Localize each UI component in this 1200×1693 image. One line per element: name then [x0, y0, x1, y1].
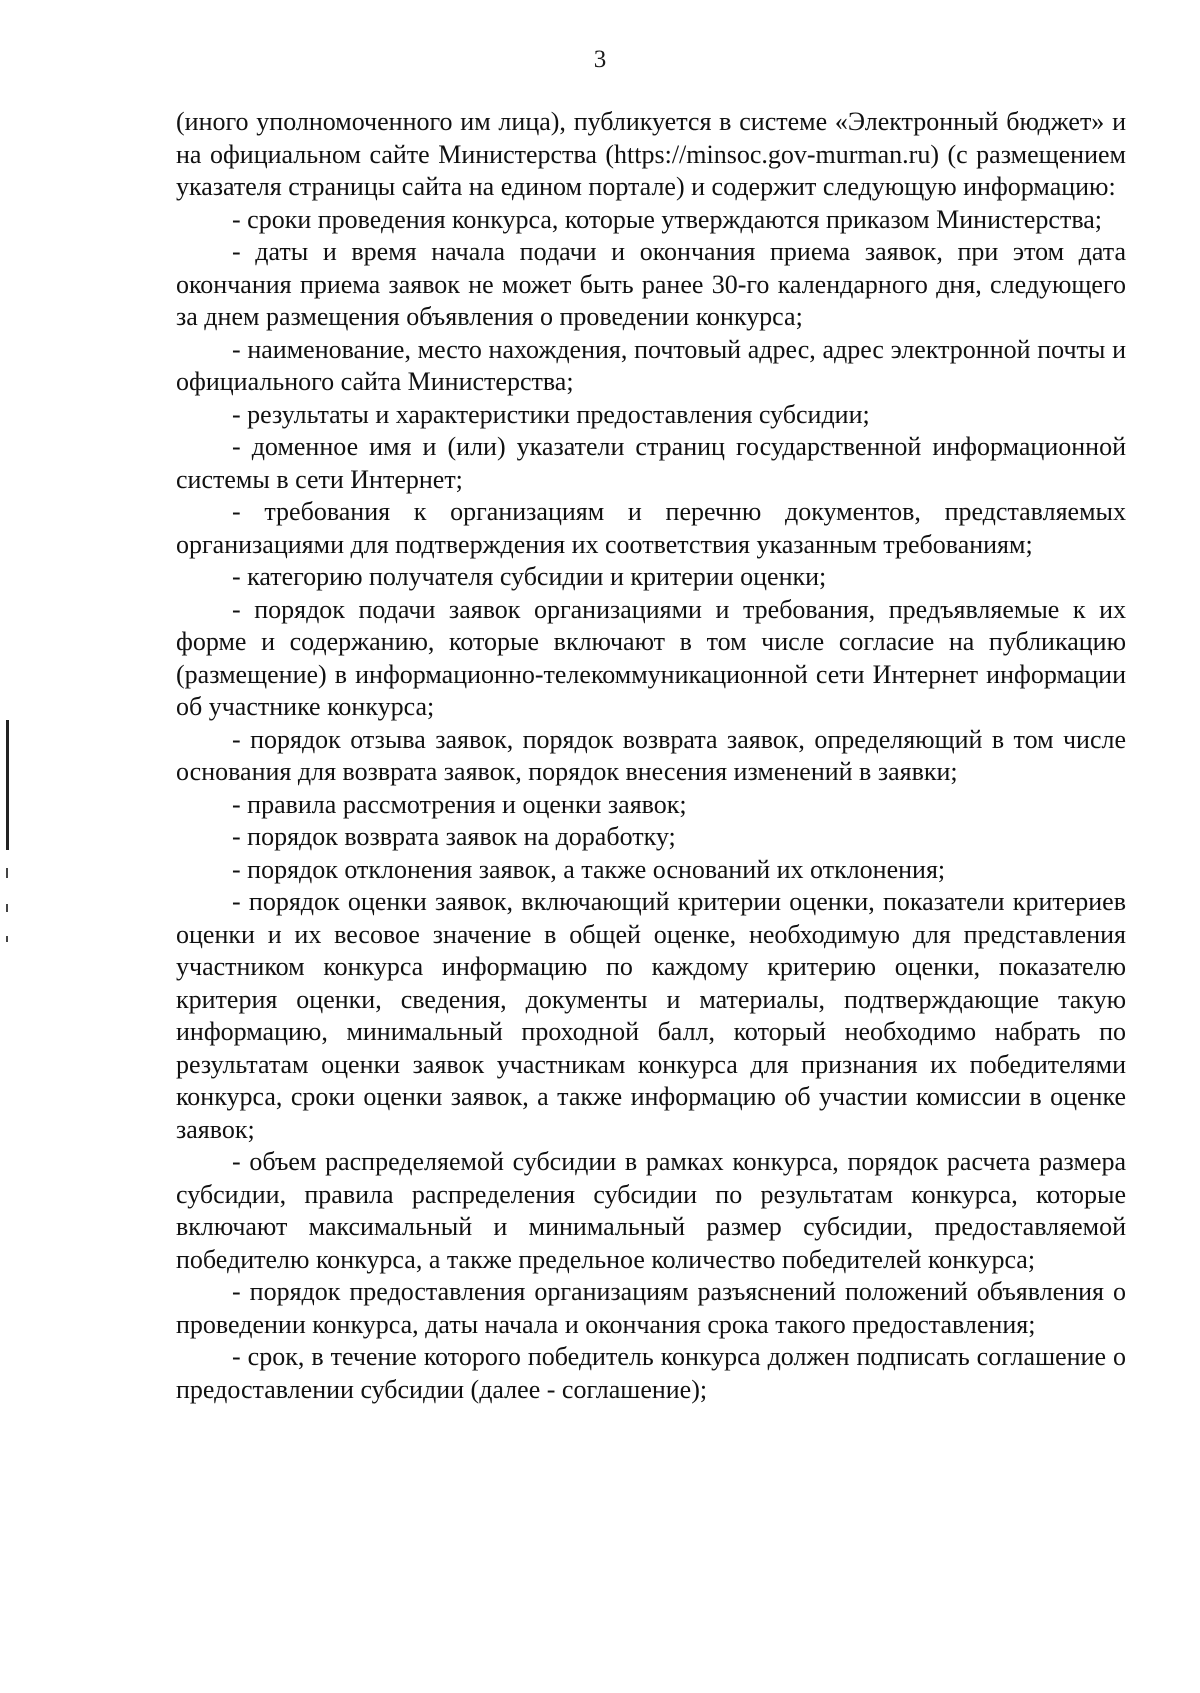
- list-item: - даты и время начала подачи и окончания приема заявок, при этом дата окончания приема заявок не может быть ранее 30-го календарного дня, следующего за днем размещения объявления о проведении конкурса;: [176, 237, 1126, 331]
- list-item: - сроки проведения конкурса, которые утверждаются приказом Министерства;: [232, 204, 1103, 234]
- list-item: - порядок возврата заявок на доработку;: [232, 822, 676, 851]
- list-item: - срок, в течение которого победитель конкурса должен подписать соглашение о предоставлении субсидии (далее - соглашение);: [176, 1342, 1126, 1404]
- scan-margin-mark: [6, 936, 8, 942]
- list-item: - порядок отклонения заявок, а также оснований их отклонения;: [232, 854, 946, 884]
- list-item: - наименование, место нахождения, почтовый адрес, адрес электронной почты и официального сайта Министерства;: [176, 334, 1126, 396]
- list-item: - порядок подачи заявок организациями и требования, предъявляемые к их форме и содержанию, которые включают в том числе согласие на публикацию (размещение) в информационно-телекоммуникационной сети Интернет информации об участнике конкурса;: [176, 594, 1126, 721]
- list-item: - доменное имя и (или) указатели страниц государственной информационной системы в сети Интернет;: [176, 432, 1126, 494]
- list-item: - правила рассмотрения и оценки заявок;: [232, 789, 687, 819]
- list-item: - порядок отзыва заявок, порядок возврата заявок, определяющий в том числе основания для возврата заявок, порядок внесения изменений в заявки;: [176, 724, 1126, 786]
- list-item: - требования к организациям и перечню документов, представляемых организациями для подтверждения их соответствия указанным требованиям;: [176, 497, 1126, 559]
- scan-margin-mark: [6, 868, 8, 878]
- intro-paragraph: (иного уполномоченного им лица), публикуется в системе «Электронный бюджет» и на официальном сайте Министерства (https://minsoc.gov-murman.ru) (с размещением указателя страницы сайта на едином портале) и содержит следующую информацию:: [176, 107, 1126, 201]
- list-item: - порядок оценки заявок, включающий критерии оценки, показатели критериев оценки и их весовое значение в общей оценке, необходимую для представления участником конкурса информацию по каждому критерию оценки, показателю критерия оценки, сведения, документы и материалы, подтверждающие такую информацию, минимальный проходной балл, который необходимо набрать по результатам оценки заявок участникам конкурса для признания их победителями конкурса, сроки оценки заявок, а также информацию об участии комиссии в оценке заявок;: [176, 887, 1126, 1144]
- list-item: - объем распределяемой субсидии в рамках конкурса, порядок расчета размера субсидии, правила распределения субсидии по результатам конкурса, которые включают максимальный и минимальный размер субсидии, предоставляемой победителю конкурса, а также предельное количество победителей конкурса;: [176, 1147, 1126, 1274]
- scan-margin-mark: [6, 720, 9, 850]
- page-number: 3: [593, 46, 607, 73]
- list-item: - результаты и характеристики предоставления субсидии;: [232, 399, 870, 429]
- list-item: - категорию получателя субсидии и критерии оценки;: [232, 562, 827, 591]
- document-body: [176, 106, 1126, 1406]
- list-item: - порядок предоставления организациям разъяснений положений объявления о проведении конкурса, даты начала и окончания срока такого предоставления;: [176, 1277, 1126, 1339]
- scan-margin-mark: [6, 904, 8, 912]
